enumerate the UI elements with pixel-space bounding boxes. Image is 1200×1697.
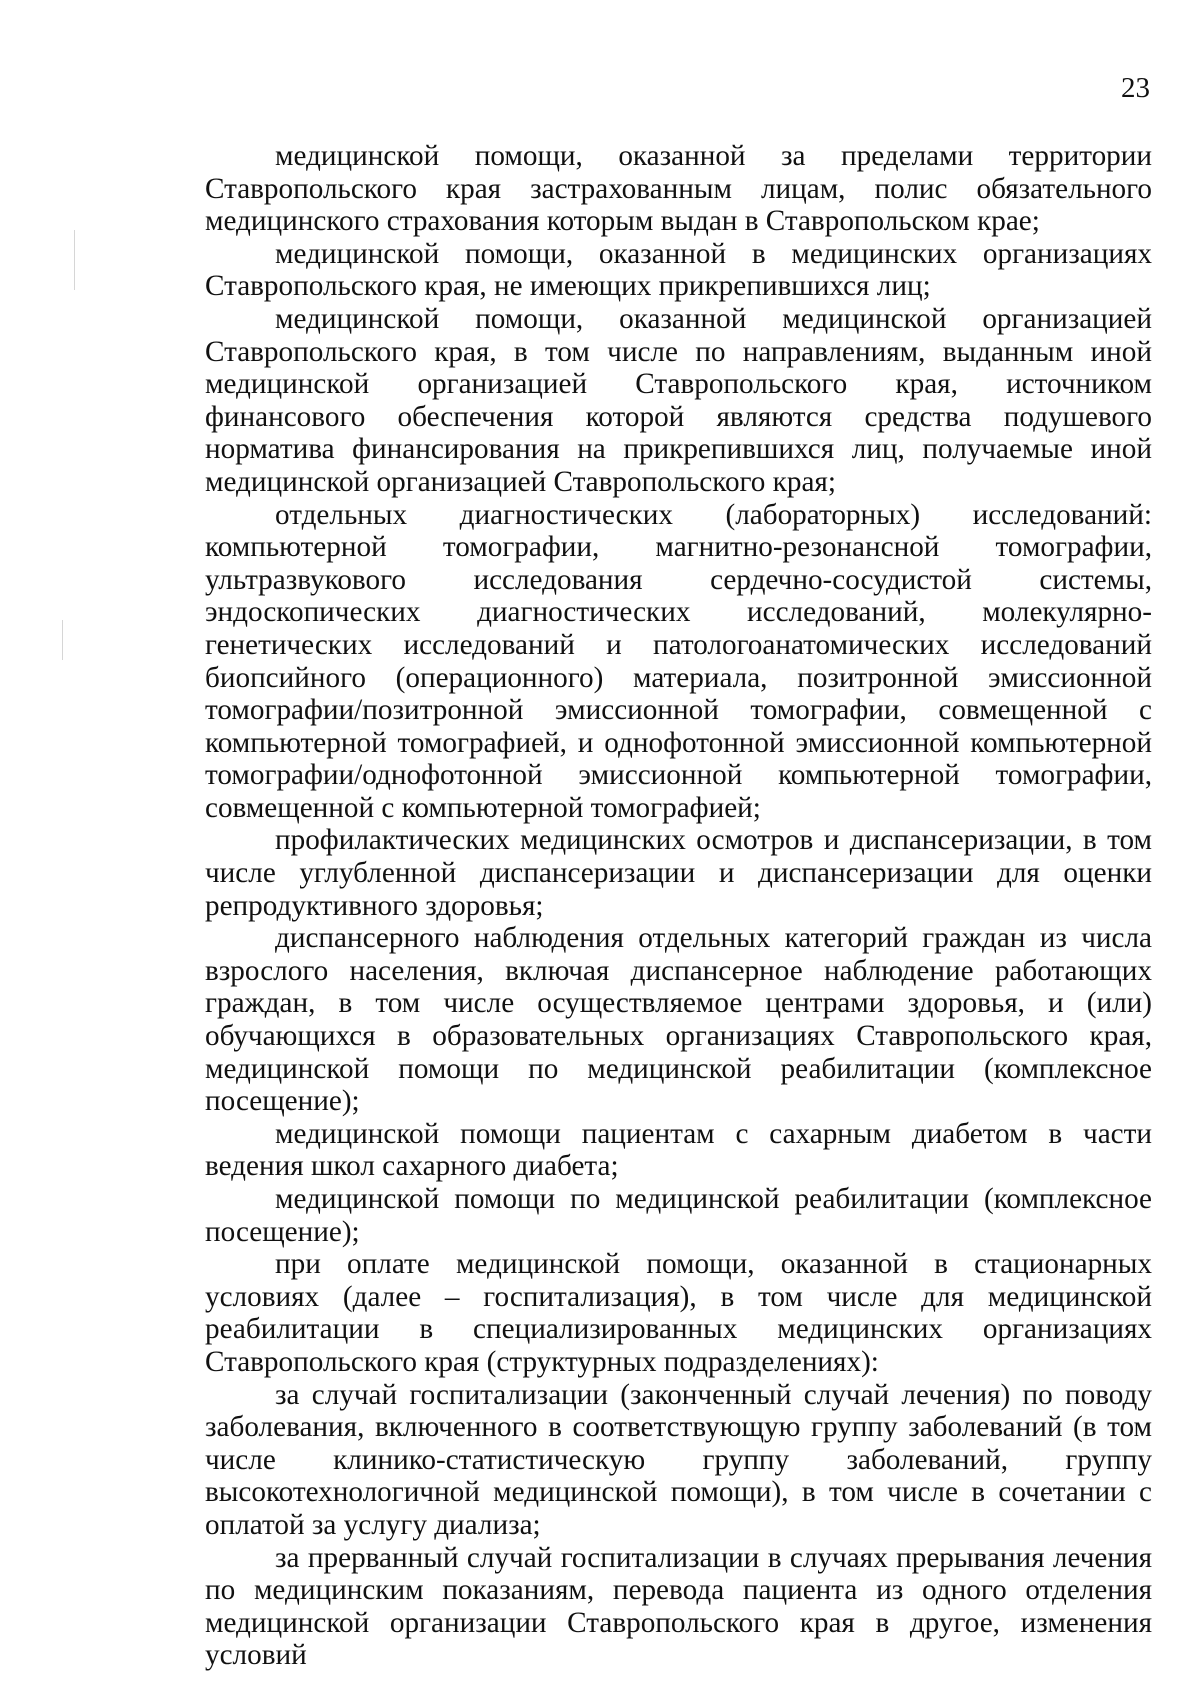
- paragraph: медицинской помощи по медицинской реабилитации (комплексное посещение);: [205, 1183, 1152, 1248]
- paragraph: диспансерного наблюдения отдельных категорий граждан из числа взрослого населения, включая диспансерное наблюдение работающих граждан, в том числе осуществляемое центрами здоровья, и (или) обучающихся в образовательных организациях Ставропольского края, медицинской помощи по медицинской реабилитации (комплексное посещение);: [205, 922, 1152, 1118]
- scan-margin-mark: [74, 230, 75, 290]
- page-number: 23: [1121, 72, 1150, 104]
- paragraph: медицинской помощи, оказанной за пределами территории Ставропольского края застрахованным лицам, полис обязательного медицинского страхования которым выдан в Ставропольском крае;: [205, 140, 1152, 238]
- paragraph: профилактических медицинских осмотров и диспансеризации, в том числе углубленной диспансеризации и диспансеризации для оценки репродуктивного здоровья;: [205, 824, 1152, 922]
- paragraph: за прерванный случай госпитализации в случаях прерывания лечения по медицинским показаниям, перевода пациента из одного отделения медицинской организации Ставропольского края в другое, изменения условий: [205, 1541, 1152, 1672]
- scan-margin-mark: [62, 620, 63, 660]
- paragraph: за случай госпитализации (законченный случай лечения) по поводу заболевания, включенного в соответствующую группу заболеваний (в том числе клинико-статистическую группу заболеваний, группу высокотехнологичной медицинской помощи), в том числе в сочетании с оплатой за услугу диализа;: [205, 1378, 1152, 1541]
- paragraph: медицинской помощи, оказанной медицинской организацией Ставропольского края, в том числе по направлениям, выданным иной медицинской организацией Ставропольского края, источником финансового обеспечения которой являются средства подушевого норматива финансирования на прикрепившихся лиц, получаемые иной медицинской организацией Ставропольского края;: [205, 302, 1152, 498]
- paragraph: медицинской помощи, оказанной в медицинских организациях Ставропольского края, не имеющих прикрепившихся лиц;: [205, 237, 1152, 303]
- paragraph: медицинской помощи пациентам с сахарным диабетом в части ведения школ сахарного диабета;: [205, 1117, 1152, 1183]
- document-body: [205, 140, 1152, 1672]
- paragraph: отдельных диагностических (лабораторных) исследований: компьютерной томографии, магнитно-резонансной томографии, ультразвукового исследования сердечно-сосудистой системы, эндоскопических диагностических исследований, молекулярно-генетических исследований и патологоанатомических исследований биопсийного (операционного) материала, позитронной эмиссионной томографии/позитронной эмиссионной томографии, совмещенной с компьютерной томографией, и однофотонной эмиссионной компьютерной томографии/однофотонной эмиссионной компьютерной томографии, совмещенной с компьютерной томографией;: [205, 498, 1152, 824]
- paragraph: при оплате медицинской помощи, оказанной в стационарных условиях (далее – госпитализация), в том числе для медицинской реабилитации в специализированных медицинских организациях Ставропольского края (структурных подразделениях):: [205, 1248, 1152, 1378]
